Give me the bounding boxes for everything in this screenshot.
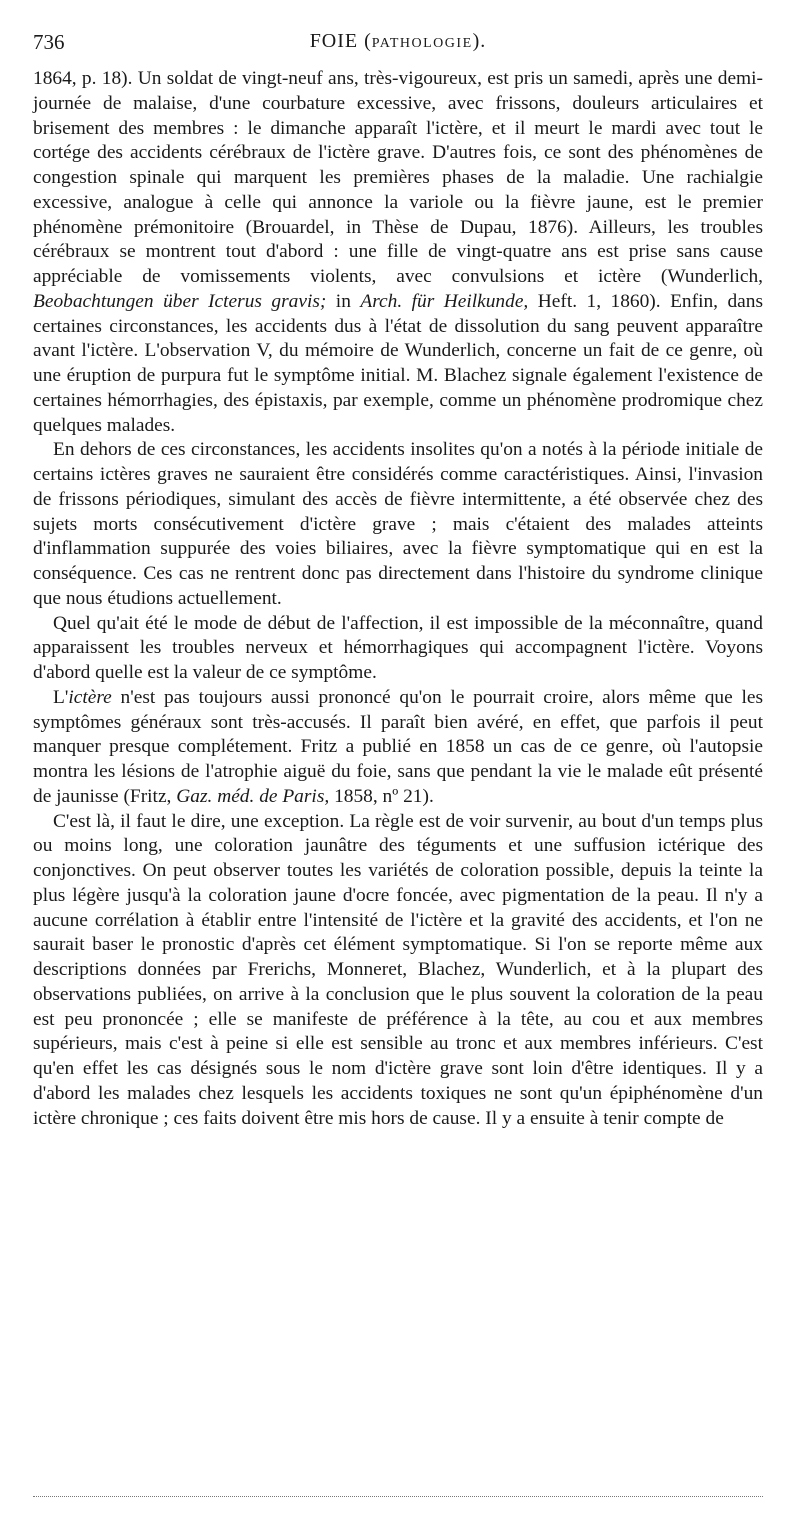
running-title-section: PATHOLOGIE — [371, 36, 473, 51]
italic-text: Arch. für Heilkunde, — [360, 290, 529, 312]
page-header — [33, 30, 763, 60]
running-title-main: FOIE ( — [309, 30, 372, 52]
text-run: 1858, nº 21). — [329, 785, 434, 807]
running-title-end: ). — [472, 30, 487, 52]
text-run: En dehors de ces circonstances, les accidents insolites qu'on a notés à la période initiale de certains ictères graves ne sauraient être considérés comme caractéristiques. Ainsi, l'invasion de frissons périodiques, simulant des accès de fièvre intermittente, a été observée chez des sujets morts consécutivement d'ictère grave ; mais c'étaient des malades atteints d'inflammation suppurée des voies biliaires, avec la fièvre symptomatique qui en est la conséquence. Ces cas ne rentrent donc pas directement dans l'histoire du syndrome clinique que nous étudions actuellement. — [33, 439, 763, 609]
paragraph — [33, 67, 763, 438]
text-run: in — [326, 290, 361, 312]
page-number: 736 — [33, 30, 65, 54]
text-run: 1864, p. 18). Un soldat de vingt-neuf ans, très-vigoureux, est pris un samedi, après une demi-journée de malaise, d'une courbature excessive, avec frissons, douleurs articulaires et brisement des membres : le dimanche apparaît l'ictère, et il meurt le mardi avec tout le cortége des accidents cérébraux de l'ictère grave. D'autres fois, ce sont des phénomènes de congestion spinale qui marquent les premières phases de la maladie. Une rachialgie excessive, analogue à celle qui annonce la variole ou la fièvre jaune, est le premier phénomène prémonitoire (Brouardel, in Thèse de Dupau, 1876). Ailleurs, les troubles cérébraux se montrent tout d'abord : une fille de vingt-quatre ans est prise sans cause appréciable de vomissements violents, avec convulsions et ictère (Wunderlich, — [33, 68, 763, 287]
paragraph — [33, 686, 763, 810]
paragraph — [33, 612, 763, 686]
paragraph — [33, 810, 763, 1132]
italic-text: Beobachtungen über Icterus gravis; — [33, 290, 327, 312]
body-text — [33, 67, 763, 1131]
text-run: Quel qu'ait été le mode de début de l'affection, il est impossible de la méconnaître, quand apparaissent les troubles nerveux et hémorrhagiques qui accompagnent l'ictère. Voyons d'abord quelle est la valeur de ce symptôme. — [33, 612, 763, 683]
italic-text: ictère — [68, 686, 112, 708]
italic-text: Gaz. méd. de Paris, — [176, 785, 330, 807]
text-run: Heft. 1, 1860). Enfin, dans certaines circonstances, les accidents dus à l'état de dissolution du sang peuvent apparaître avant l'ictère. L'observation V, du mémoire de Wunderlich, concerne un fait de ce genre, où une éruption de purpura fut le symptôme initial. M. Blachez signale également l'existence de certaines hémorrhagies, des épistaxis, par exemple, comme un phénomène prodromique chez quelques malades. — [33, 290, 764, 436]
text-run: C'est là, il faut le dire, une exception. La règle est de voir survenir, au bout d'un temps plus ou moins long, une coloration jaunâtre des téguments et une suffusion ictérique des conjonctives. On peut observer toutes les variétés de coloration possible, depuis la teinte la plus légère jusqu'à la coloration jaune d'ocre foncée, avec pigmentation de la peau. Il n'y a aucune corrélation à établir entre l'intensité de l'ictère et la gravité des accidents, et l'on ne saurait baser le pronostic d'après cet élément symptomatique. Si l'on se reporte même aux descriptions données par Frerichs, Monneret, Blachez, Wunderlich, et à la plupart des observations publiées, on arrive à la conclusion que le plus souvent la coloration de la peau est peu prononcée ; elle se manifeste de préférence à la tête, au cou et aux membres supérieurs, mais c'est à peine si elle est sensible au tronc et aux membres inférieurs. C'est qu'en effet les cas désignés sous le nom d'ictère grave sont loin d'être identiques. Il y a d'abord les malades chez lesquels les accidents toxiques ne sont qu'un épiphénomène d'un ictère chronique ; ces faits doivent être mis hors de cause. Il y a ensuite à tenir compte de — [33, 810, 763, 1129]
running-title — [33, 30, 763, 53]
footer-dotted-rule — [33, 1496, 763, 1497]
text-run: n'est pas toujours aussi prononcé qu'on le pourrait croire, alors même que les symptômes généraux sont très-accusés. Il paraît bien avéré, en effet, que parfois il peut manquer presque complétement. Fritz a publié en 1858 un cas de ce genre, où l'autopsie montra les lésions de l'atrophie aiguë du foie, sans que pendant la vie le malade eût présenté de jaunisse (Fritz, — [33, 686, 763, 807]
paragraph — [33, 438, 763, 611]
text-run: L' — [53, 686, 69, 708]
